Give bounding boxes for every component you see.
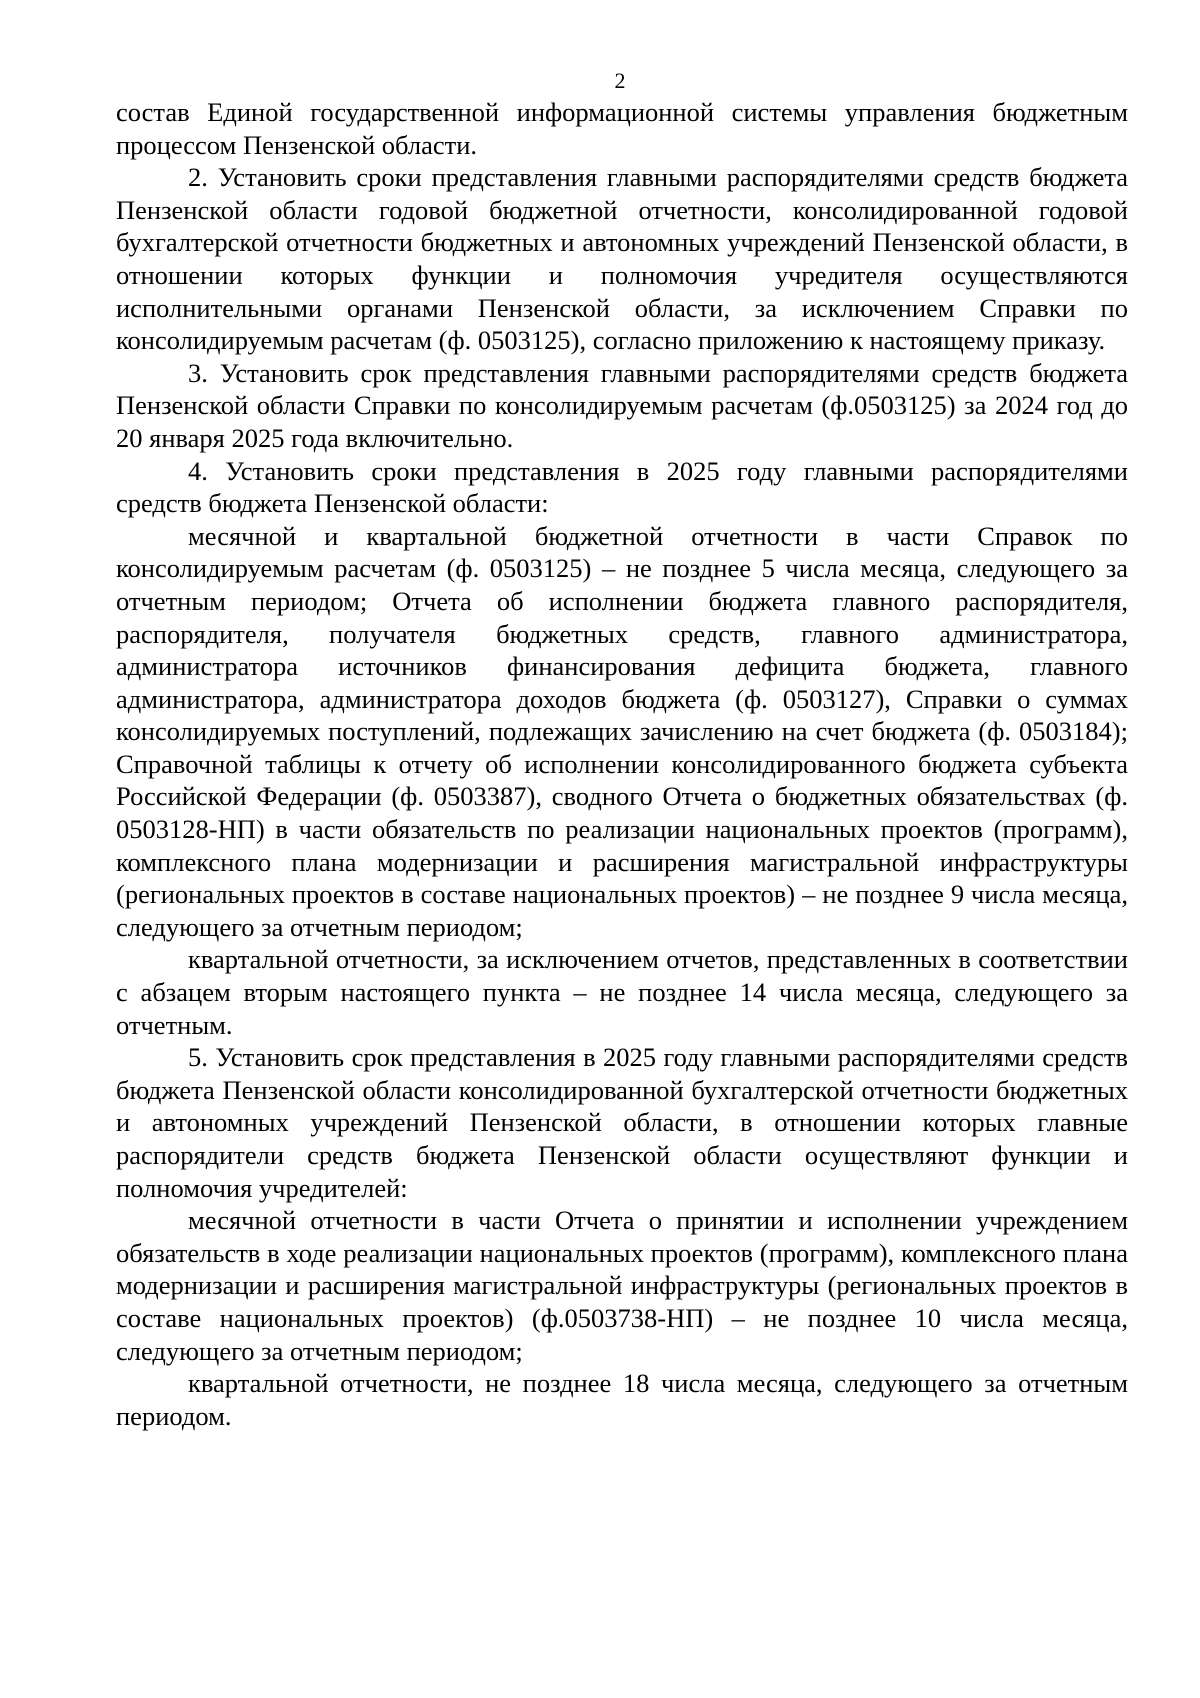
page-number: 2 (614, 68, 626, 93)
paragraph-item-3: 3. Установить срок представления главными распорядителями средств бюджета Пензенской области Справки по консолидируемым расчетам (ф.0503125) за 2024 год до 20 января 2025 года включительно. (116, 357, 1128, 453)
document-body (116, 96, 1128, 1432)
paragraph-item-5-monthly: месячной отчетности в части Отчета о принятии и исполнении учреждением обязательств в ходе реализации национальных проектов (программ), комплексного плана модернизации и расширения магистральной инфраструктуры (региональных проектов в составе национальных проектов) (ф.0503738-НП) – не позднее 10 числа месяца, следующего за отчетным периодом; (116, 1205, 1128, 1366)
paragraph-item-5-quarterly: квартальной отчетности, не позднее 18 числа месяца, следующего за отчетным периодом. (116, 1368, 1128, 1431)
paragraph-item-5: 5. Установить срок представления в 2025 году главными распорядителями средств бюджета Пензенской области консолидированной бухгалтерской отчетности бюджетных и автономных учреждений Пензенской области, в отношении которых главные распорядители средств бюджета Пензенской области осуществляют функции и полномочия учредителей: (116, 1042, 1128, 1203)
paragraph-item-4-quarterly: квартальной отчетности, за исключением отчетов, представленных в соответствии с абзацем вторым настоящего пункта – не позднее 14 числа месяца, следующего за отчетным. (116, 944, 1128, 1040)
paragraph-item-4: 4. Установить сроки представления в 2025 году главными распорядителями средств бюджета Пензенской области: (116, 455, 1128, 519)
paragraph-continuation: состав Единой государственной информационной системы управления бюджетным процессом Пензенской области. (116, 97, 1128, 160)
paragraph-item-4-monthly: месячной и квартальной бюджетной отчетности в части Справок по консолидируемым расчетам (ф. 0503125) – не позднее 5 числа месяца, следующего за отчетным периодом; Отчета об исполнении бюджета главного распорядителя, распорядителя, получателя бюджетных средств, главного администратора, администратора источников финансирования дефицита бюджета, главного администратора, администратора доходов бюджета (ф. 0503127), Справки о суммах консолидируемых поступлений, подлежащих зачислению на счет бюджета (ф. 0503184); Справочной таблицы к отчету об исполнении консолидированного бюджета субъекта Российской Федерации (ф. 0503387), сводного Отчета о бюджетных обязательствах (ф. 0503128-НП) в части обязательств по реализации национальных проектов (программ), комплексного плана модернизации и расширения магистральной инфраструктуры (региональных проектов в составе национальных проектов) – не позднее 9 числа месяца, следующего за отчетным периодом; (116, 520, 1128, 942)
paragraph-item-2: 2. Установить сроки представления главными распорядителями средств бюджета Пензенской области годовой бюджетной отчетности, консолидированной годовой бухгалтерской отчетности бюджетных и автономных учреждений Пензенской области, в отношении которых функции и полномочия учредителя осуществляются исполнительными органами Пензенской области, за исключением Справки по консолидируемым расчетам (ф. 0503125), согласно приложению к настоящему приказу. (116, 162, 1128, 356)
